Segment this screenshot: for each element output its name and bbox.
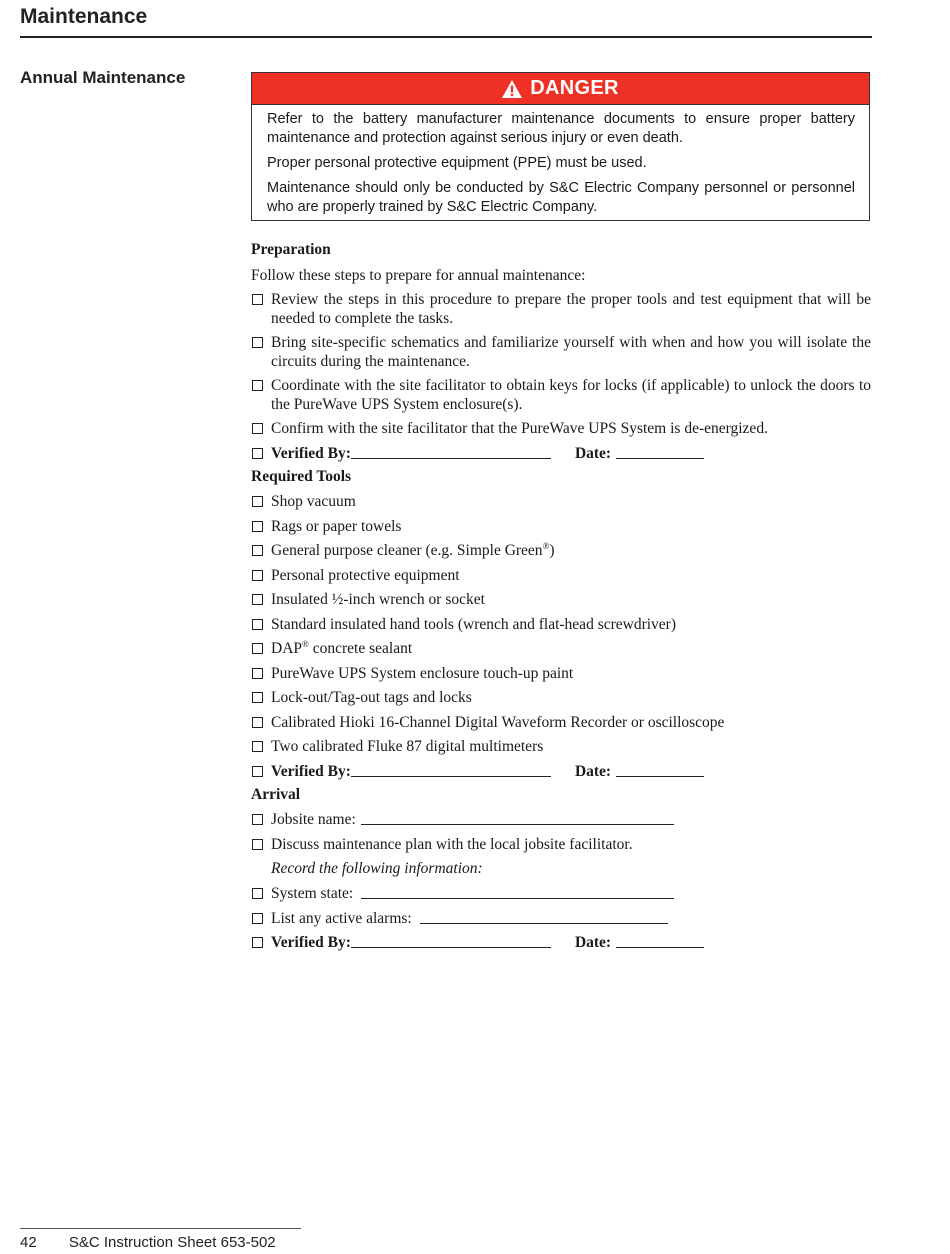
tool-item: Lock-out/Tag-out tags and locks xyxy=(251,688,871,707)
verified-by-field[interactable] xyxy=(351,762,551,777)
checklist-item: Bring site-specific schematics and familiarize yourself with when and how you will isolate the circuits during the maintenance. xyxy=(251,333,871,371)
tool-item: Calibrated Hioki 16-Channel Digital Waveform Recorder or oscilloscope xyxy=(251,713,871,732)
tool-item: General purpose cleaner (e.g. Simple Green®) xyxy=(251,541,871,560)
date-label: Date: xyxy=(574,762,612,780)
checkbox[interactable] xyxy=(252,692,263,703)
checkbox[interactable] xyxy=(252,814,263,825)
date-field[interactable] xyxy=(616,933,704,948)
alarms-row xyxy=(251,909,871,928)
record-note: Record the following information: xyxy=(271,860,483,877)
checkbox[interactable] xyxy=(252,337,263,348)
verified-label: Verified By: xyxy=(271,444,351,462)
checklist-item: Discuss maintenance plan with the local jobsite facilitator. xyxy=(251,835,871,854)
tool-item: DAP® concrete sealant xyxy=(251,639,871,658)
page-number: 42 xyxy=(20,1234,37,1251)
jobsite-name-field[interactable] xyxy=(361,810,674,825)
checkbox[interactable] xyxy=(252,888,263,899)
verified-by-field[interactable] xyxy=(351,444,551,459)
alarms-label: List any active alarms: xyxy=(271,909,412,927)
checkbox[interactable] xyxy=(252,668,263,679)
tool-item: Shop vacuum xyxy=(251,492,871,511)
checkbox[interactable] xyxy=(252,839,263,850)
checkbox[interactable] xyxy=(252,448,263,459)
verified-row xyxy=(251,933,871,952)
preparation-intro: Follow these steps to prepare for annual maintenance: xyxy=(251,267,586,284)
checkbox[interactable] xyxy=(252,545,263,556)
verified-row xyxy=(251,762,871,781)
checkbox[interactable] xyxy=(252,594,263,605)
danger-label: DANGER xyxy=(530,77,619,99)
verified-label: Verified By: xyxy=(271,934,351,951)
checkbox[interactable] xyxy=(252,380,263,391)
checkbox[interactable] xyxy=(252,741,263,752)
jobsite-label: Jobsite name: xyxy=(271,811,356,828)
checkbox[interactable] xyxy=(252,496,263,507)
footer xyxy=(20,1234,276,1251)
page-title: Maintenance xyxy=(20,5,148,28)
date-label: Date: xyxy=(574,444,612,462)
checklist-item: Coordinate with the site facilitator to obtain keys for locks (if applicable) to unlock the doors to the PureWave UPS System enclosure(s). xyxy=(251,376,871,414)
warning-icon xyxy=(502,80,522,98)
section-heading: Annual Maintenance xyxy=(20,68,186,87)
checkbox[interactable] xyxy=(252,937,263,948)
checkbox[interactable] xyxy=(252,619,263,630)
tool-item: Standard insulated hand tools (wrench and flat-head screwdriver) xyxy=(251,615,871,634)
tool-item: Rags or paper towels xyxy=(251,517,871,536)
date-field[interactable] xyxy=(616,762,704,777)
jobsite-row xyxy=(251,810,871,829)
danger-paragraph: Maintenance should only be conducted by S&C Electric Company personnel or personnel who are properly trained by S&C Electric Company. xyxy=(267,180,855,215)
active-alarms-field[interactable] xyxy=(420,909,668,924)
danger-paragraph: Proper personal protective equipment (PPE) must be used. xyxy=(267,155,647,171)
tool-item: Two calibrated Fluke 87 digital multimeters xyxy=(251,737,871,756)
verified-row xyxy=(251,444,871,463)
tools-heading: Required Tools xyxy=(251,468,352,485)
checkbox[interactable] xyxy=(252,423,263,434)
checklist xyxy=(251,239,871,958)
checkbox[interactable] xyxy=(252,766,263,777)
danger-banner xyxy=(252,73,869,105)
system-state-label: System state: xyxy=(271,885,354,902)
preparation-heading: Preparation xyxy=(251,241,331,258)
system-state-field[interactable] xyxy=(361,884,674,899)
header-divider xyxy=(20,36,872,38)
verified-by-field[interactable] xyxy=(351,933,551,948)
checklist-item: Review the steps in this procedure to prepare the proper tools and test equipment that will be needed to complete the tasks. xyxy=(251,290,871,328)
checkbox[interactable] xyxy=(252,570,263,581)
checkbox[interactable] xyxy=(252,294,263,305)
checklist-item: Confirm with the site facilitator that the PureWave UPS System is de-energized. xyxy=(251,419,871,438)
danger-box xyxy=(251,72,870,221)
document-title: S&C Instruction Sheet 653-502 xyxy=(68,1234,276,1251)
footer-divider xyxy=(20,1228,301,1229)
checkbox[interactable] xyxy=(252,521,263,532)
checkbox[interactable] xyxy=(252,643,263,654)
tool-item: PureWave UPS System enclosure touch-up paint xyxy=(251,664,871,683)
system-state-row xyxy=(251,884,871,903)
date-field[interactable] xyxy=(616,444,704,459)
tool-item: Insulated ½-inch wrench or socket xyxy=(251,590,871,609)
verified-label: Verified By: xyxy=(271,762,351,780)
danger-paragraph: Refer to the battery manufacturer maintenance documents to ensure proper battery maintenance and protection against serious injury or even death. xyxy=(267,111,855,146)
tool-item: Personal protective equipment xyxy=(251,566,871,585)
checkbox[interactable] xyxy=(252,717,263,728)
arrival-heading: Arrival xyxy=(251,786,301,803)
date-label: Date: xyxy=(574,934,612,951)
checkbox[interactable] xyxy=(252,913,263,924)
